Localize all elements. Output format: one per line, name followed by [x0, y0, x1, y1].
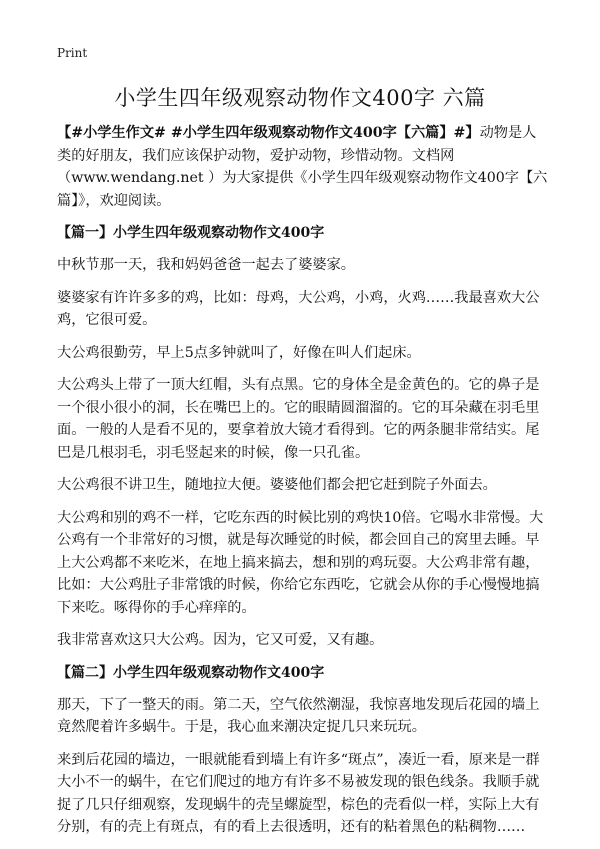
paragraph: 大公鸡很不讲卫生，随地拉大便。婆婆他们都会把它赶到院子外面去。 [57, 477, 497, 493]
paragraph: 我非常喜欢这只大公鸡。因为，它又可爱，又有趣。 [57, 632, 384, 648]
paragraph: 大公鸡和别的鸡不一样，它吃东西的时候比别的鸡快10倍。它喝水非常慢。大公鸡有一个非常好的习惯，就是每次睡觉的时候，都会回自己的窝里去睡。早上大公鸡都不来吃米，在地上搞来搞去，想和别的鸡玩耍。大公鸡非常有趣，比如：大公鸡肚子非常饿的时候，你给它东西吃，它就会从你的手心慢慢地搞下来吃。啄得你的手心痒痒的。 [57, 509, 544, 616]
paragraph: 婆婆家有许许多多的鸡，比如：母鸡，大公鸡，小鸡，火鸡……我最喜欢大公鸡，它很可爱。 [57, 289, 540, 328]
section-heading-2: 【篇二】小学生四年级观察动物作文400字 [57, 664, 325, 681]
paragraph: 中秋节那一天，我和妈妈爸爸一起去了婆婆家。 [57, 257, 355, 273]
section-heading-1: 【篇一】小学生四年级观察动物作文400字 [57, 225, 325, 241]
document-title: 小学生四年级观察动物作文400字 六篇 [114, 86, 486, 110]
print-label: Print [57, 46, 88, 60]
document-body [57, 122, 550, 849]
paragraph: 来到后花园的墙边，一眼就能看到墙上有许多“斑点”，凑近一看，原来是一群大小不一的蜗牛，在它们爬过的地方有许多不易被发现的银色线条。我顺手就捉了几只仔细观察，发现蜗牛的壳呈螺旋型，棕色的壳看似一样，实际上大有分别，有的壳上有斑点，有的看上去很透明，还有的粘着黑色的粘稠物…… [57, 751, 540, 835]
intro-text: 动物是人类的好朋友，我们应该保护动物，爱护动物，珍惜动物。文档网（www.wendang.net ）为大家提供《小学生四年级观察动物作文400字【六篇】》，欢迎阅读。 [57, 125, 548, 209]
paragraph: 那天，下了一整天的雨。第二天，空气依然潮湿，我惊喜地发现后花园的墙上竟然爬着许多蜗牛。于是，我心血来潮决定捉几只来玩玩。 [57, 696, 540, 735]
paragraph: 大公鸡头上带了一顶大红帽，头有点黑。它的身体全是金黄色的。它的鼻子是一个很小很小的洞，长在嘴巴上的。它的眼睛圆溜溜的。它的耳朵藏在羽毛里面。一般的人是看不见的，要拿着放大镜才看得到。它的两条腿非常结实。尾巴是几根羽毛，羽毛竖起来的时候，像一只孔雀。 [57, 377, 540, 461]
paragraph: 大公鸡很勤劳，早上5点多钟就叫了，好像在叫人们起床。 [57, 344, 421, 361]
intro-tags: 【#小学生作文# #小学生四年级观察动物作文400字【六篇】#】 [57, 125, 480, 141]
intro-paragraph [57, 122, 550, 212]
